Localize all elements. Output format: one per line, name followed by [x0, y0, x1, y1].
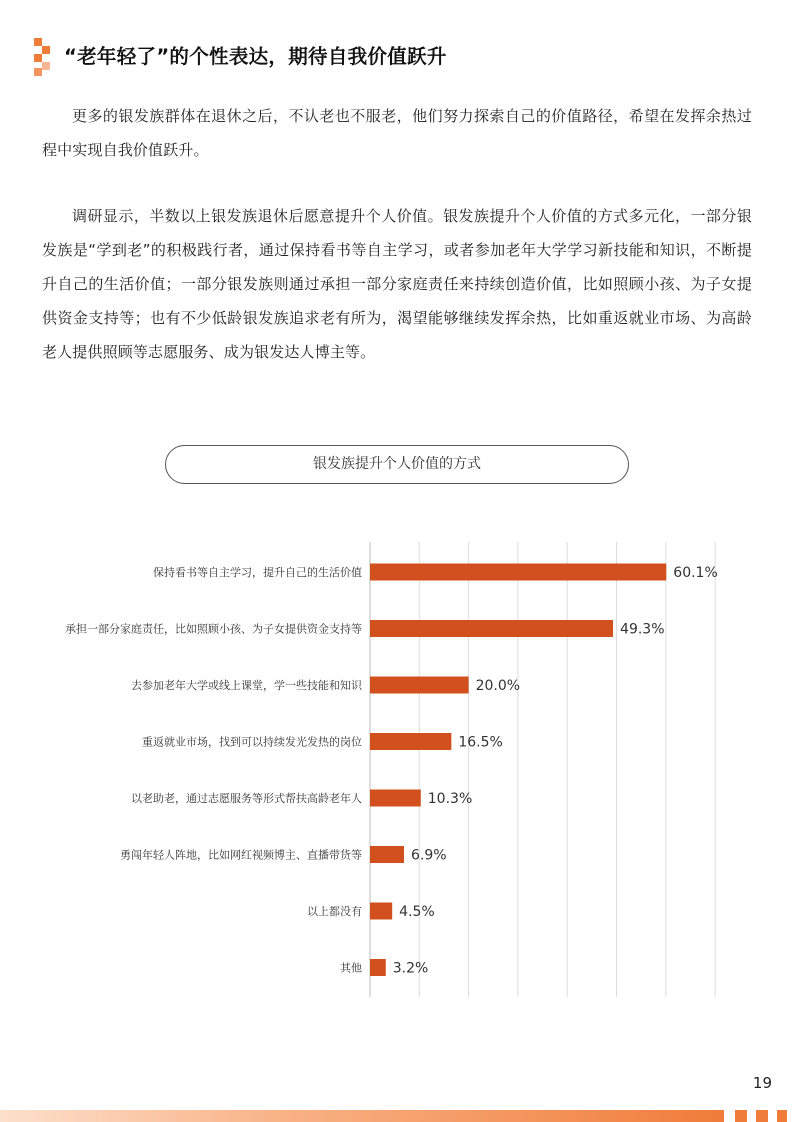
chart-title: 银发族提升个人价值的方式 — [165, 445, 629, 484]
data-label: 16.5% — [458, 734, 503, 751]
category-label: 勇闯年轻人阵地，比如网红视频博主、直播带货等 — [120, 848, 362, 862]
brand-logo-icon — [34, 38, 50, 76]
data-label: 20.0% — [475, 678, 521, 694]
bar — [370, 790, 421, 807]
bar — [370, 959, 386, 976]
category-label: 以老助老，通过志愿服务等形式帮扶高龄老年人 — [131, 792, 362, 805]
bar-chart — [0, 530, 793, 1000]
section-title: “老年轻了”的个性表达，期待自我价值跃升 — [64, 45, 447, 68]
category-label: 去参加老年大学或线上课堂，学一些技能和知识 — [131, 679, 362, 692]
category-label: 重返就业市场，找到可以持续发光发热的岗位 — [142, 735, 362, 749]
category-label: 承担一部分家庭责任，比如照顾小孩、为子女提供资金支持等 — [65, 622, 362, 636]
data-label: 49.3% — [620, 621, 665, 638]
bar — [370, 903, 392, 920]
data-label: 4.5% — [399, 904, 435, 920]
footer-gradient-bar — [0, 1110, 724, 1122]
footer-square-2 — [756, 1110, 768, 1122]
bar — [370, 846, 404, 863]
intro-paragraph: 更多的银发族群体在退休之后，不认老也不服老，他们努力探索自己的价值路径，希望在发挥余热过程中实现自我价值跃升。 — [42, 107, 752, 159]
data-label: 60.1% — [673, 565, 718, 581]
category-label: 其他 — [340, 961, 362, 975]
data-label: 3.2% — [392, 960, 429, 977]
bar — [370, 620, 613, 637]
page-number: 19 — [752, 1074, 772, 1092]
footer-square-1 — [735, 1110, 747, 1122]
category-label: 保持看书等自主学习，提升自己的生活价值 — [153, 566, 362, 579]
bar — [370, 564, 666, 581]
bar — [370, 733, 451, 750]
survey-paragraph: 调研显示，半数以上银发族退休后愿意提升个人价值。银发族提升个人价值的方式多元化，一部分银发族是“学到老”的积极践行者，通过保持看书等自主学习，或者参加老年大学学习新技能和知识，不断提升自己的生活价值；一部分银发族则通过承担一部分家庭责任来持续创造价值，比如照顾小孩、为子女提供资金支持等；也有不少低龄银发族追求老有所为，渴望能够继续发挥余热，比如重返就业市场、为高龄老人提供照顾等志愿服务、成为银发达人博主等。 — [42, 207, 752, 361]
footer-square-3 — [777, 1110, 787, 1122]
data-label: 6.9% — [411, 847, 447, 864]
category-label: 以上都没有 — [307, 905, 362, 918]
bar — [370, 677, 469, 694]
data-label: 10.3% — [427, 791, 473, 807]
